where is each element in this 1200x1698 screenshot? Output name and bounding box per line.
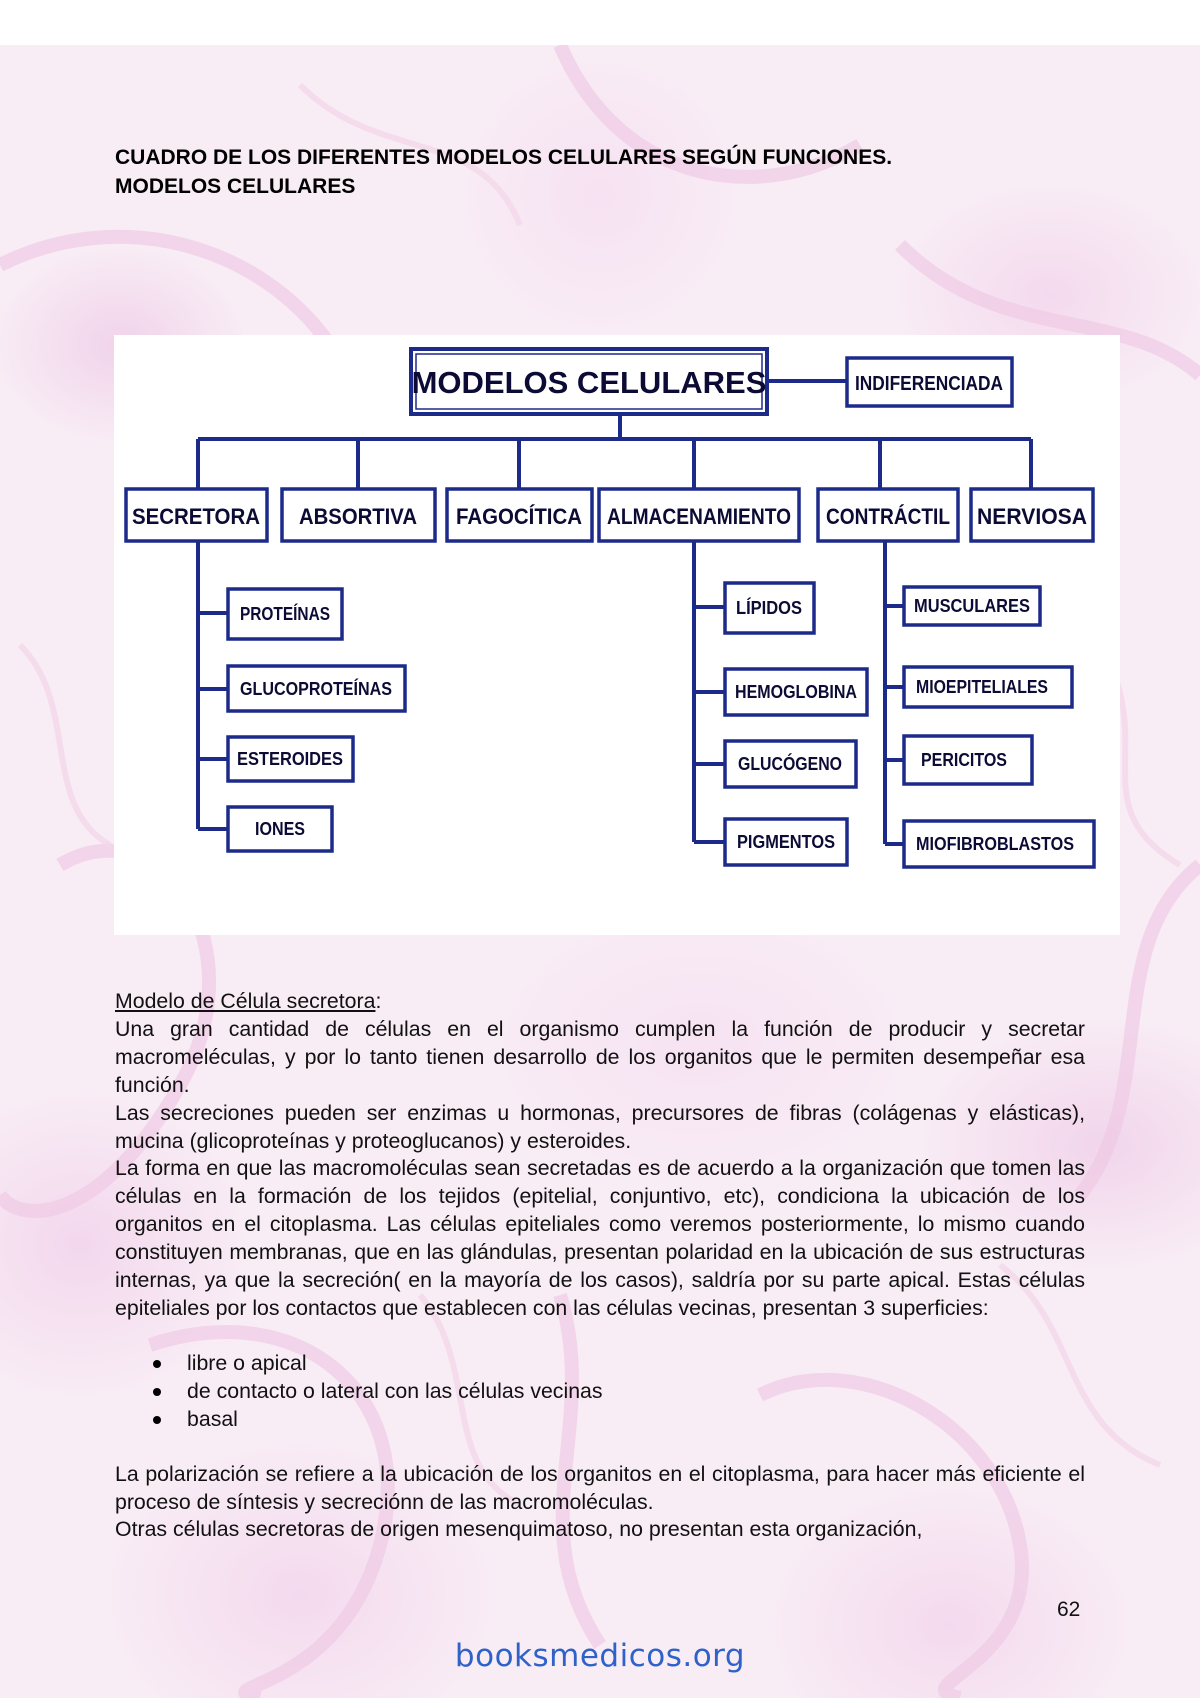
contractil-item-label: MIOEPITELIALES [916, 677, 1048, 697]
secretora-item-box [228, 807, 332, 851]
watermark-link[interactable]: booksmedicos.org [454, 1638, 746, 1674]
list-item: de contacto o lateral con las células vecinas [187, 1378, 1085, 1406]
cell-models-diagram [114, 335, 1120, 935]
contractil-item-label: MIOFIBROBLASTOS [916, 834, 1074, 854]
title-line-1: CUADRO DE LOS DIFERENTES MODELOS CELULARES SEGÚN FUNCIONES. [115, 146, 893, 169]
diagram-root-label: MODELOS CELULARES [411, 365, 767, 400]
list-item: basal [187, 1406, 1085, 1434]
category-label-absortiva: ABSORTIVA [299, 504, 418, 529]
category-label-fagocitica: FAGOCÍTICA [456, 504, 583, 529]
category-box-secretora [126, 489, 267, 541]
page-title [115, 143, 892, 201]
category-label-almacenamiento: ALMACENAMIENTO [607, 504, 791, 529]
paragraph: Las secreciones pueden ser enzimas u hormonas, precursores de fibras (colágenas y elásticas), mucina (glicoproteínas y proteoglucanos) y esteroides. [115, 1100, 1085, 1153]
secretora-item-label: ESTEROIDES [237, 749, 343, 769]
page-number: 62 [1057, 1598, 1081, 1621]
title-line-2: MODELOS CELULARES [115, 175, 356, 198]
category-box-absortiva [282, 489, 435, 541]
paragraph: La forma en que las macromoléculas sean secretadas es de acuerdo a la organización que tomen las células en la formación de los tejidos (epitelial, conjuntivo, etc), condiciona la ubicación de los organitos en el citoplasma. Las células epiteliales como veremos posteriormente, lo mismo cuando constituyen membranas, que en las glándulas, presentan polaridad en la ubicación de sus estructuras internas, ya que la secreción( en la mayoría de los casos), saldría por su parte apical. Estas células epiteliales por los contactos que establecen con las células vecinas, presentan 3 superficies: [115, 1156, 1085, 1320]
secretora-item-label: IONES [255, 819, 305, 839]
list-item: libre o apical [187, 1350, 1085, 1378]
category-box-fagocitica [447, 489, 592, 541]
body-text [115, 988, 1085, 1544]
secretora-item-box [228, 666, 411, 711]
paragraph: Una gran cantidad de células en el organismo cumplen la función de producir y secretar macromeléculas, y por lo tanto tienen desarrollo de los organitos que le permiten desempeñar esa función. [115, 1016, 1085, 1097]
secretora-item-box [228, 589, 346, 639]
contractil-item-box [904, 587, 1040, 625]
diagram-side-box [847, 358, 1012, 406]
category-box-almacenamiento [599, 489, 799, 541]
almacenamiento-item-label: GLUCÓGENO [738, 754, 857, 774]
contractil-item-box [904, 667, 1072, 707]
contractil-item-label: MUSCULARES [914, 596, 1030, 616]
contractil-item-box [904, 736, 1032, 784]
category-box-nerviosa [971, 489, 1093, 541]
secretora-item-label: PROTEÍNAS [240, 604, 346, 624]
diagram-side-label: INDIFERENCIADA [855, 373, 1003, 395]
almacenamiento-item-box [725, 583, 814, 633]
section-heading-colon: : [375, 989, 382, 1013]
paragraph: Otras células secretoras de origen mesenquimatoso, no presentan esta organización, [115, 1517, 923, 1542]
almacenamiento-item-label: HEMOGLOBINA [735, 682, 857, 702]
category-label-nerviosa: NERVIOSA [977, 504, 1088, 529]
almacenamiento-item-label: PIGMENTOS [737, 832, 835, 852]
paragraph: La polarización se refiere a la ubicación de los organitos en el citoplasma, para hacer más eficiente el proceso de síntesis y secreciónn de las macromoléculas. [115, 1461, 1085, 1514]
almacenamiento-item-box [725, 669, 867, 715]
almacenamiento-item-box [725, 741, 856, 787]
category-label-contractil: CONTRÁCTIL [826, 504, 950, 529]
section-heading-text: Modelo de Célula secretora [115, 989, 376, 1013]
section-heading [115, 988, 1085, 1016]
almacenamiento-item-label: LÍPIDOS [736, 598, 809, 618]
almacenamiento-item-box [725, 819, 847, 865]
contractil-item-label: PERICITOS [921, 750, 1007, 770]
category-label-secretora: SECRETORA [132, 504, 261, 529]
category-box-contractil [818, 489, 958, 541]
contractil-item-box [904, 821, 1094, 867]
secretora-item-label: GLUCOPROTEÍNAS [240, 679, 411, 699]
surfaces-list [115, 1350, 1085, 1434]
diagram-root-box [411, 349, 767, 414]
secretora-item-box [228, 737, 353, 781]
